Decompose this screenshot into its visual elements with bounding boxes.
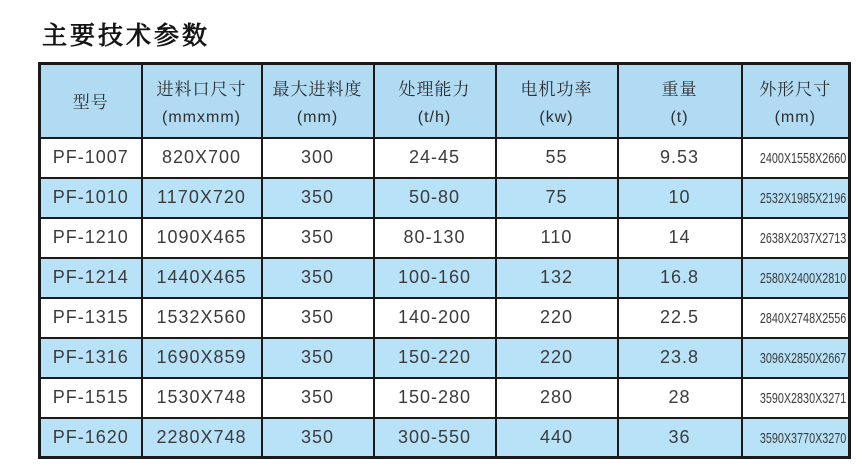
cell-max-feed: 350 (262, 178, 374, 218)
cell-feed-opening: 1090X465 (142, 218, 262, 258)
cell-motor-power: 280 (496, 378, 618, 418)
cell-capacity: 80-130 (374, 218, 496, 258)
column-name: 型号 (72, 93, 109, 113)
cell-max-feed: 350 (262, 218, 374, 258)
column-header-weight (618, 64, 742, 138)
cell-max-feed: 350 (262, 258, 374, 298)
cell-max-feed: 350 (262, 338, 374, 378)
cell-motor-power: 132 (496, 258, 618, 298)
table-row (40, 418, 850, 458)
cell-model: PF-1620 (40, 418, 142, 458)
cell-weight: 9.53 (618, 138, 742, 178)
table-body (40, 138, 850, 458)
cell-feed-opening: 2280X748 (142, 418, 262, 458)
cell-motor-power: 75 (496, 178, 618, 218)
table-row (40, 138, 850, 178)
cell-capacity: 300-550 (374, 418, 496, 458)
cell-motor-power: 440 (496, 418, 618, 458)
column-unit: (kw) (539, 108, 574, 126)
cell-weight: 36 (618, 418, 742, 458)
column-unit: (mm) (774, 108, 816, 126)
page-title: 主要技术参数 (42, 22, 211, 50)
cell-dimensions (742, 338, 850, 378)
cell-weight: 28 (618, 378, 742, 418)
header-row (40, 64, 850, 138)
cell-feed-opening: 1690X859 (142, 338, 262, 378)
cell-model: PF-1315 (40, 298, 142, 338)
spec-table (38, 62, 851, 459)
table-row (40, 338, 850, 378)
column-unit: (mm) (296, 108, 339, 126)
cell-weight: 22.5 (618, 298, 742, 338)
dimensions-value: 2400X1558X2660 (759, 150, 846, 167)
table-header (40, 64, 850, 138)
cell-feed-opening: 1440X465 (142, 258, 262, 298)
column-name: 最大进料度 (272, 79, 363, 99)
cell-model: PF-1214 (40, 258, 142, 298)
cell-model: PF-1007 (40, 138, 142, 178)
dimensions-value: 2532X1985X2196 (759, 190, 846, 207)
cell-dimensions (742, 258, 850, 298)
column-name: 进料口尺寸 (156, 79, 247, 99)
cell-max-feed: 350 (262, 378, 374, 418)
column-unit: (t) (670, 108, 689, 126)
cell-dimensions (742, 378, 850, 418)
table-row (40, 178, 850, 218)
cell-feed-opening: 1532X560 (142, 298, 262, 338)
cell-model: PF-1515 (40, 378, 142, 418)
cell-dimensions (742, 298, 850, 338)
cell-feed-opening: 1170X720 (142, 178, 262, 218)
column-header-motor-power (496, 64, 618, 138)
cell-model: PF-1210 (40, 218, 142, 258)
table-row (40, 218, 850, 258)
table-row (40, 258, 850, 298)
cell-weight: 10 (618, 178, 742, 218)
column-unit: (mmxmm) (162, 108, 241, 126)
table-row (40, 298, 850, 338)
dimensions-value: 2580X2400X2810 (759, 270, 846, 287)
cell-dimensions (742, 138, 850, 178)
column-header-feed-opening (142, 64, 262, 138)
cell-capacity: 150-220 (374, 338, 496, 378)
cell-motor-power: 220 (496, 338, 618, 378)
cell-capacity: 50-80 (374, 178, 496, 218)
cell-weight: 23.8 (618, 338, 742, 378)
cell-feed-opening: 820X700 (142, 138, 262, 178)
cell-dimensions (742, 178, 850, 218)
cell-model: PF-1316 (40, 338, 142, 378)
dimensions-value: 3096X2850X2667 (759, 350, 846, 367)
cell-capacity: 24-45 (374, 138, 496, 178)
cell-capacity: 150-280 (374, 378, 496, 418)
cell-motor-power: 110 (496, 218, 618, 258)
column-name: 处理能力 (398, 79, 471, 99)
column-header-model (40, 64, 142, 138)
cell-max-feed: 350 (262, 418, 374, 458)
cell-dimensions (742, 418, 850, 458)
dimensions-value: 3590X3770X3270 (759, 429, 846, 447)
dimensions-value: 2638X2037X2713 (759, 230, 846, 247)
column-header-max-feed (262, 64, 374, 138)
cell-dimensions (742, 218, 850, 258)
cell-model: PF-1010 (40, 178, 142, 218)
dimensions-value: 3590X2830X3271 (759, 390, 846, 407)
table-row (40, 378, 850, 418)
dimensions-value: 2840X2748X2556 (759, 310, 846, 327)
column-name: 电机功率 (520, 79, 593, 99)
column-header-dimensions (742, 64, 850, 138)
cell-weight: 16.8 (618, 258, 742, 298)
cell-max-feed: 350 (262, 298, 374, 338)
cell-max-feed: 300 (262, 138, 374, 178)
column-name: 重量 (661, 79, 698, 99)
cell-weight: 14 (618, 218, 742, 258)
column-unit: (t/h) (417, 108, 452, 126)
column-name: 外形尺寸 (759, 79, 832, 99)
cell-motor-power: 220 (496, 298, 618, 338)
column-header-capacity (374, 64, 496, 138)
cell-feed-opening: 1530X748 (142, 378, 262, 418)
cell-capacity: 100-160 (374, 258, 496, 298)
cell-motor-power: 55 (496, 138, 618, 178)
cell-capacity: 140-200 (374, 298, 496, 338)
